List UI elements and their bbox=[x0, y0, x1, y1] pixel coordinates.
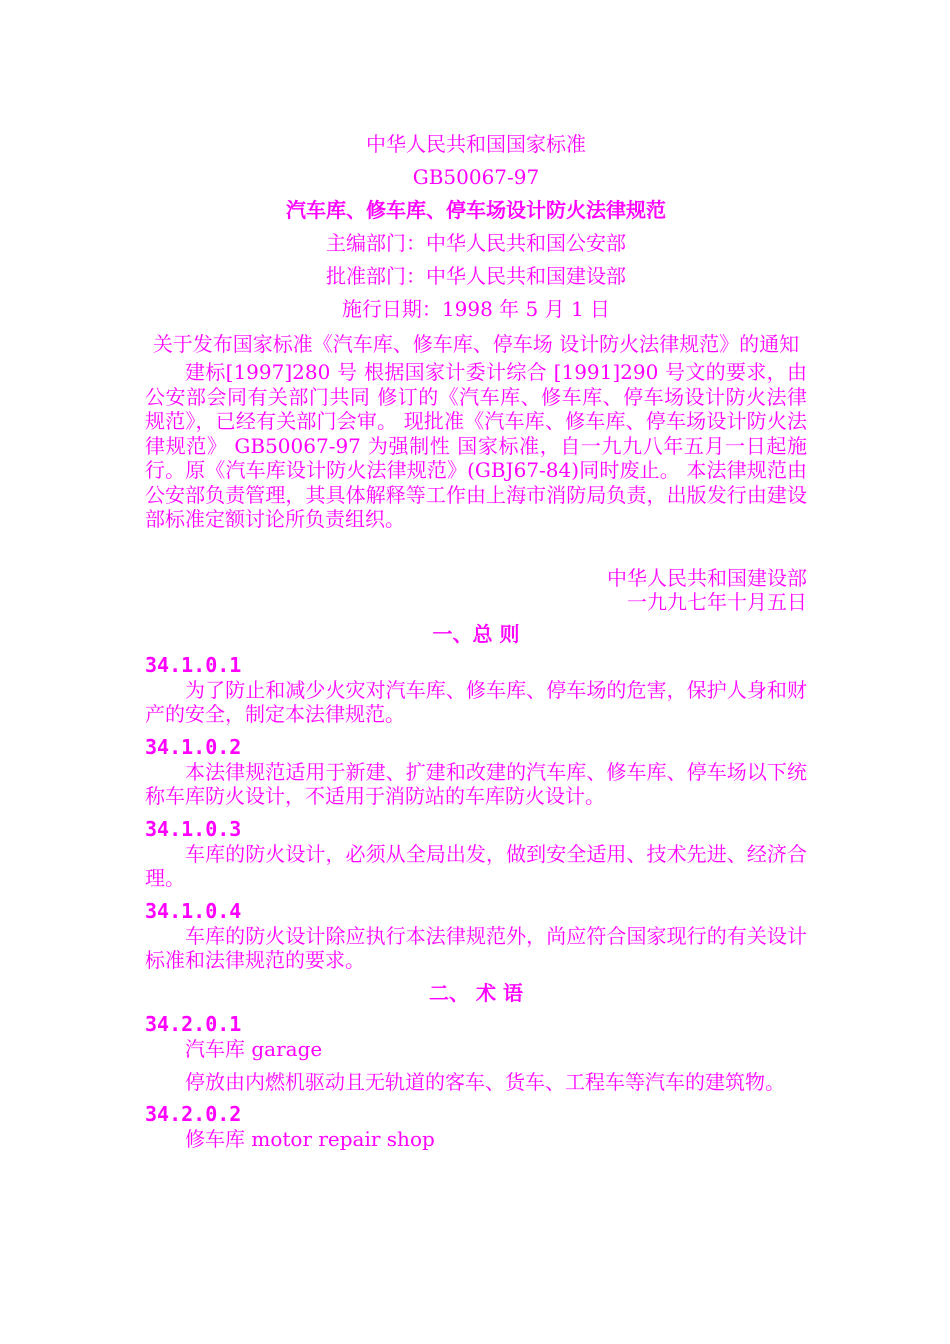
editor-department: 主编部门：中华人民共和国公安部 bbox=[326, 231, 626, 255]
notice-signer: 中华人民共和国建设部 bbox=[607, 565, 807, 590]
clause-number: 34.1.0.4 bbox=[145, 898, 242, 923]
clause-number: 34.1.0.2 bbox=[145, 734, 242, 759]
clause-text: 车库的防火设计，必须从全局出发，做到安全适用、技术先进、经济合理。 bbox=[145, 841, 807, 890]
notice-title: 关于发布国家标准《汽车库、修车库、停车场 设计防火法律规范》的通知 bbox=[152, 332, 800, 356]
document-title: 汽车库、修车库、停车场设计防火法律规范 bbox=[286, 198, 666, 222]
chapter-heading-general: 一、总 则 bbox=[432, 621, 520, 646]
clause-number: 34.2.0.2 bbox=[145, 1102, 242, 1126]
chapter-heading-terms: 二、 术 语 bbox=[429, 980, 523, 1005]
notice-date: 一九九七年十月五日 bbox=[627, 589, 807, 614]
standard-code: GB50067-97 bbox=[412, 165, 540, 189]
clause-text: 车库的防火设计除应执行本法律规范外，尚应符合国家现行的有关设计 标准和法律规范的要求。 bbox=[145, 923, 807, 972]
clause-number: 34.1.0.1 bbox=[145, 652, 242, 677]
term-name: 修车库 motor repair shop bbox=[185, 1127, 435, 1151]
notice-body: 建标[1997]280 号 根据国家计委计综合 [1991]290 号文的要求，由公安部会同有关部门共同 修订的《汽车库、修车库、停车场设计防火法律规范》，已经有关部门会审。 现批准《汽车库、修车库、停车场设计防火法律规范》 GB50067-97 为强制性 国家标准，自一九九八年五月一日起施行。原《汽车库设计防火法律规范》(GBJ67-84)同时废止。 本法律规范由公安部负责管理，其具体解释等工作由上海市消防局负责，出版发行由建设部标准定额讨论所负责组织。 bbox=[145, 360, 807, 531]
clause-text: 为了防止和减少火灾对汽车库、修车库、停车场的危害，保护人身和财产的安全，制定本法律规范。 bbox=[145, 677, 807, 726]
standard-category: 中华人民共和国国家标准 bbox=[366, 132, 586, 156]
clause-number: 34.2.0.1 bbox=[145, 1011, 242, 1036]
term-name: 汽车库 garage bbox=[185, 1036, 323, 1061]
clause-number: 34.1.0.3 bbox=[145, 816, 242, 841]
effective-date: 施行日期：1998 年 5 月 1 日 bbox=[341, 297, 611, 321]
term-definition: 停放由内燃机驱动且无轨道的客车、货车、工程车等汽车的建筑物。 bbox=[185, 1069, 785, 1094]
approver-department: 批准部门：中华人民共和国建设部 bbox=[326, 264, 626, 288]
clause-text: 本法律规范适用于新建、扩建和改建的汽车库、修车库、停车场以下统称车库防火设计，不适用于消防站的车库防火设计。 bbox=[145, 759, 807, 808]
document-page bbox=[145, 128, 807, 1152]
